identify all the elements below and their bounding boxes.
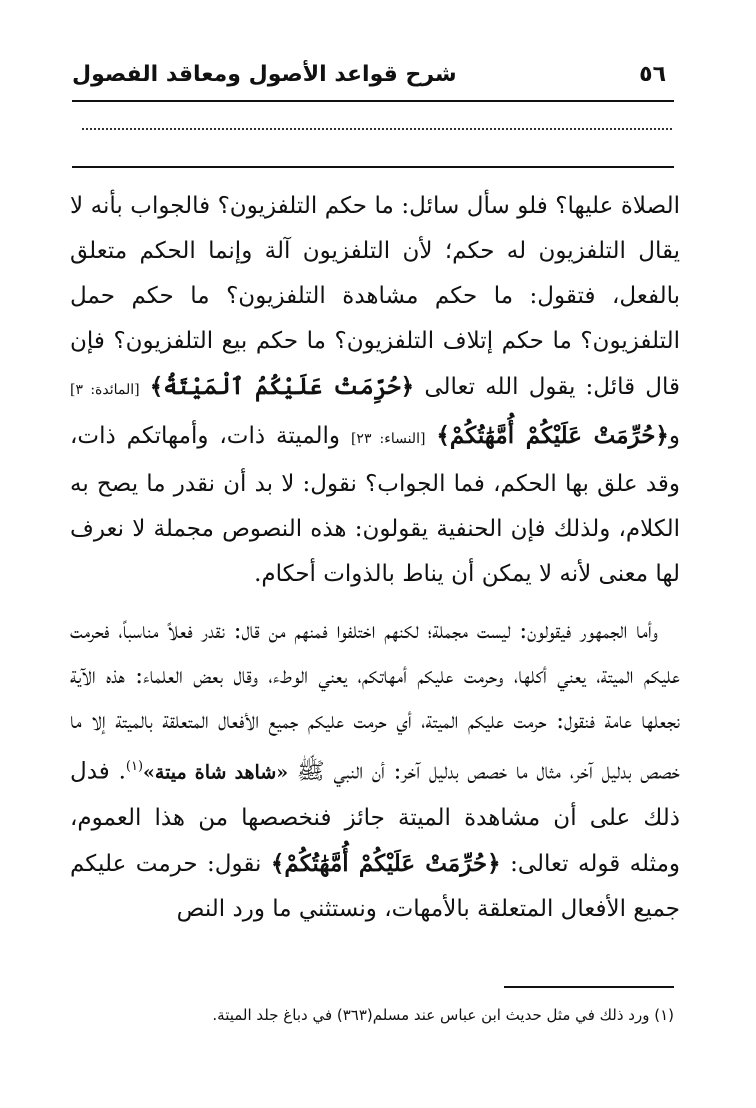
paragraph-1-text-b: والميتة ذات، وأمهاتكم ذات، وقد علق بها الحكم، فما الجواب؟ نقول: لا بد أن نقدر ما يصح به الكلام، ولذلك فإن الحنفية يقولون: هذه النصوص مجملة لا نعرف لها معنى لأنه لا يمكن أن يناط بالذوات أحكام.	[70, 423, 680, 587]
verse-reference-1: [المائدة: ٣]	[70, 382, 140, 398]
paragraph-2-text-a: وأما الجمهور فيقولون: ليست مجملة؛ لكنهم اختلفوا فمنهم من قال: نقدر فعلاً مناسباً، فحرمت عليكم الميتة، يعني أكلها، وحرمت عليكم أمهاتكم، يعني الوطء، وقال بعض العلماء: هذه الآية نجعلها عامة فنقول: حرمت عليكم الميتة، أي حرمت عليكم جميع الأفعال المتعلقة بالميتة إلا ما خصص بدليل آخر، مثال ما خصص بدليل آخر: أن النبي ﷺ	[70, 618, 680, 785]
footnote: (١) ورد ذلك في مثل حديث ابن عباس عند مسلم(٣٦٣) في دباغ جلد الميتة.	[212, 1006, 674, 1024]
conjunction: و	[668, 423, 681, 449]
footnote-rule	[504, 986, 674, 988]
paragraph-2-text-b: . فدل ذلك على أن مشاهدة الميتة جائز فنخصصها من هذا العموم، ومثله قوله تعالى:	[70, 758, 680, 877]
verse-reference-2: [النساء: ٢٣]	[350, 431, 426, 447]
paragraph-2-text-c: نقول: حرمت عليكم جميع الأفعال المتعلقة بالأمهات، ونستثني ما ورد النص	[70, 850, 680, 922]
paragraph-1	[70, 184, 680, 597]
header-rule	[72, 100, 674, 102]
body-text	[70, 184, 680, 932]
page-header	[72, 58, 684, 98]
paragraph-1-text-a: الصلاة عليها؟ فلو سأل سائل: ما حكم التلفزيون؟ فالجواب بأنه لا يقال التلفزيون له حكم؛ لأن التلفزيون آلة وإنما الحكم متعلق بالفعل، فتقول: ما حكم مشاهدة التلفزيون؟ ما حكم حمل التلفزيون؟ ما حكم إتلاف التلفزيون؟ ما حكم بيع التلفزيون؟ فإن قال قائل: يقول الله تعالى	[70, 193, 681, 400]
quran-verse-2: ﴿حُرِّمَتْ عَلَيْكُمْ أُمَّهَٰتُكُمْ﴾	[436, 422, 669, 449]
paragraph-2	[70, 609, 680, 932]
quran-verse-3: ﴿حُرِّمَتْ عَلَيْكُمْ أُمَّهَٰتُكُمْ﴾	[270, 849, 501, 877]
book-title: شرح قواعد الأصول ومعاقد الفصول	[72, 62, 457, 87]
page-number: ٥٦	[639, 62, 666, 87]
body-top-rule	[72, 166, 674, 168]
quran-verse-1: ﴿حُرِّمَتْ عَلَيْكُمُ ٱلْمَيْتَةُ﴾	[149, 373, 415, 400]
dotted-separator	[82, 128, 672, 130]
hadith-quote: «شاهد شاة ميتة»	[143, 761, 289, 784]
footnote-marker: (١)	[125, 759, 144, 774]
